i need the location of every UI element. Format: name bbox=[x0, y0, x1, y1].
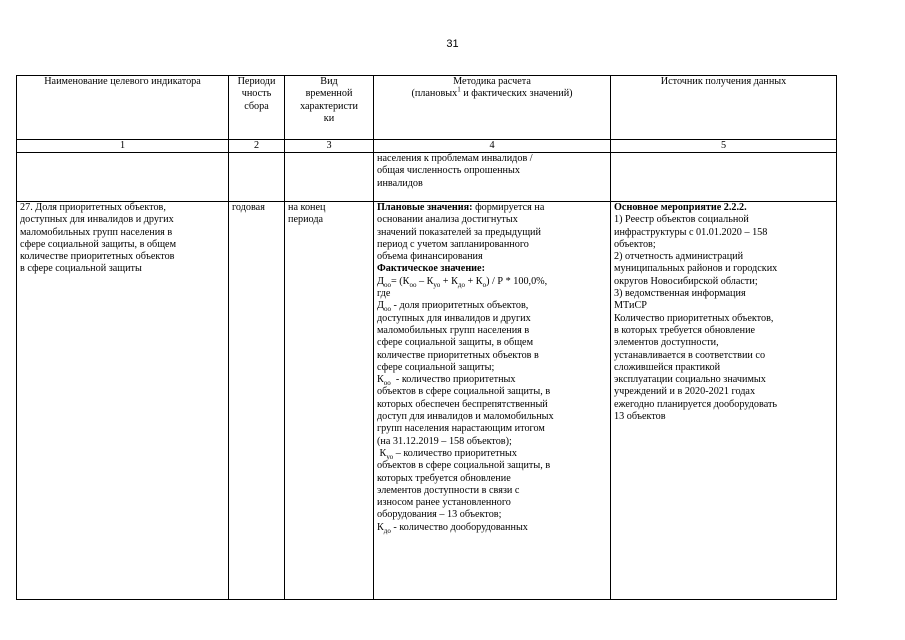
formula-part: ) / Р * 100,0%, bbox=[486, 275, 548, 287]
plan-label: Плановые значения: bbox=[377, 202, 473, 213]
cell-empty bbox=[285, 153, 374, 202]
column-number: 2 bbox=[229, 140, 285, 153]
text-line: оборудования – 13 объектов; bbox=[377, 509, 502, 521]
header-time-line: Вид bbox=[320, 76, 338, 87]
column-number: 5 bbox=[611, 140, 837, 153]
text-line: общая численность опрошенных bbox=[377, 165, 520, 177]
text-line: сфере социальной защиты; bbox=[377, 361, 495, 373]
symbol-subscript: оо bbox=[383, 379, 391, 388]
text-line: элементов доступности, bbox=[614, 337, 719, 349]
text-line: где bbox=[377, 288, 391, 300]
formula-subscript: до bbox=[457, 280, 465, 289]
formula-subscript: уо bbox=[433, 280, 441, 289]
text-line: количестве приоритетных объектов bbox=[20, 251, 175, 263]
symbol: Д bbox=[377, 300, 384, 312]
text-line: доступ для инвалидов и маломобильных bbox=[377, 411, 554, 423]
column-number: 1 bbox=[17, 140, 229, 153]
text-line: 3) ведомственная информация bbox=[614, 288, 746, 300]
text-line: периода bbox=[288, 214, 324, 226]
definition-koo bbox=[377, 374, 607, 386]
formula-part: + К bbox=[440, 275, 458, 287]
text-line: устанавливается в соответствии со bbox=[614, 349, 766, 361]
text-line: доступных для инвалидов и других bbox=[20, 214, 174, 226]
formula-subscript: оо bbox=[409, 280, 417, 289]
page-number: 31 bbox=[446, 38, 459, 50]
text-line: доля приоритетных объектов, bbox=[399, 300, 529, 312]
formula-subscript: оо bbox=[383, 280, 391, 289]
header-method-plan: (плановых bbox=[411, 88, 458, 100]
symbol: К bbox=[377, 521, 384, 533]
text-line: элементов доступности в связи с bbox=[377, 484, 520, 496]
dash: - bbox=[390, 300, 400, 312]
table-header-row bbox=[17, 76, 837, 140]
column-number: 3 bbox=[285, 140, 374, 153]
header-time-characteristic bbox=[285, 76, 374, 140]
header-time-line: ки bbox=[323, 112, 335, 124]
text-line: - количество дооборудованных bbox=[390, 521, 528, 533]
text-line: 2) отчетность администраций bbox=[614, 251, 744, 263]
text-line: объектов в сфере социальной защиты, в bbox=[377, 386, 551, 398]
text-line: - количество приоритетных bbox=[390, 374, 516, 386]
definition-kdo bbox=[377, 522, 607, 534]
method-cell bbox=[374, 202, 611, 600]
header-indicator-name: Наименование целевого индикатора bbox=[17, 76, 229, 140]
text-line: маломобильных групп населения в bbox=[377, 324, 530, 336]
indicator-name-cell bbox=[17, 202, 229, 600]
text-line: МТиСР bbox=[614, 300, 647, 312]
definition-kuo bbox=[377, 448, 607, 460]
text-line: округов Новосибирской области; bbox=[614, 275, 758, 287]
text-line: период с учетом запланированного bbox=[377, 238, 529, 250]
definition-d bbox=[377, 300, 607, 312]
text-line: в сфере социальной защиты bbox=[20, 263, 142, 275]
indicator-table bbox=[16, 75, 837, 600]
text-line: сфере социальной защиты, в общем bbox=[377, 337, 534, 349]
symbol-subscript: оо bbox=[383, 305, 391, 314]
symbol-subscript: до bbox=[383, 526, 391, 535]
header-method-fact: и фактических значений) bbox=[460, 88, 573, 100]
header-periodicity-line: Периоди bbox=[237, 76, 276, 87]
text-line: групп населения нарастающим итогом bbox=[377, 423, 545, 435]
text-line: сфере социальной защиты, в общем bbox=[20, 238, 177, 250]
text-line: сложившейся практикой bbox=[614, 361, 721, 373]
plan-text: формируется на bbox=[472, 202, 545, 213]
cell-empty bbox=[17, 153, 229, 202]
periodicity-cell: годовая bbox=[229, 202, 285, 600]
text-line: учреждений и в 2020-2021 годах bbox=[614, 386, 756, 398]
formula-part: + К bbox=[464, 275, 483, 287]
header-periodicity-line: чность bbox=[241, 88, 272, 100]
text-line: объектов в сфере социальной защиты, в bbox=[377, 460, 551, 472]
header-periodicity bbox=[229, 76, 285, 140]
text-line: значений показателей за предыдущий bbox=[377, 226, 541, 238]
text-line: объектов; bbox=[614, 238, 656, 250]
text-line: инфраструктуры с 01.01.2020 – 158 bbox=[614, 226, 768, 238]
text-line: количестве приоритетных объектов в bbox=[377, 349, 539, 361]
header-periodicity-line: сбора bbox=[244, 100, 269, 112]
continuation-method-cell bbox=[374, 153, 611, 202]
symbol: К bbox=[377, 447, 387, 459]
text-line: – количество приоритетных bbox=[393, 447, 517, 459]
formula-part: Д bbox=[377, 275, 384, 287]
text-line: ежегодно планируется дооборудовать bbox=[614, 398, 778, 410]
text-line: 27. Доля приоритетных объектов, bbox=[20, 202, 166, 213]
formula-part: – К bbox=[416, 275, 434, 287]
text-line: 13 объектов bbox=[614, 411, 666, 423]
text-line: которых обеспечен беспрепятственный bbox=[377, 398, 548, 410]
formula-part: = (К bbox=[390, 275, 410, 287]
symbol-subscript: уо bbox=[386, 452, 394, 461]
continuation-row bbox=[17, 153, 837, 202]
text-line: Количество приоритетных объектов, bbox=[614, 312, 774, 324]
header-method-line: Методика расчета bbox=[453, 76, 531, 87]
data-source-cell bbox=[611, 202, 837, 600]
text-line: основании анализа достигнутых bbox=[377, 214, 518, 226]
text-line: (на 31.12.2019 – 158 объектов); bbox=[377, 435, 512, 447]
text-line: доступных для инвалидов и других bbox=[377, 312, 531, 324]
formula bbox=[377, 276, 607, 288]
text-line: инвалидов bbox=[377, 177, 423, 189]
symbol: К bbox=[377, 374, 384, 386]
text-line: населения к проблемам инвалидов / bbox=[377, 153, 533, 164]
column-number-row bbox=[17, 140, 837, 153]
footnote-marker: 1 bbox=[457, 85, 461, 94]
fact-label: Фактическое значение: bbox=[377, 263, 485, 275]
header-time-line: временной bbox=[305, 88, 353, 100]
text-line: муниципальных районов и городских bbox=[614, 263, 778, 275]
text-line: эксплуатации социально значимых bbox=[614, 374, 766, 386]
table-row-27 bbox=[17, 202, 837, 600]
formula-subscript: о bbox=[482, 280, 487, 289]
header-data-source: Источник получения данных bbox=[611, 76, 837, 140]
plan-line bbox=[377, 202, 607, 214]
cell-empty bbox=[611, 153, 837, 202]
time-characteristic-cell bbox=[285, 202, 374, 600]
header-method bbox=[374, 76, 611, 140]
text-line: которых требуется обновление bbox=[377, 472, 511, 484]
cell-empty bbox=[229, 153, 285, 202]
text-line: маломобильных групп населения в bbox=[20, 226, 173, 238]
text-line: в которых требуется обновление bbox=[614, 324, 756, 336]
text-line: 1) Реестр объектов социальной bbox=[614, 214, 749, 226]
source-title: Основное мероприятие 2.2.2. bbox=[614, 202, 747, 213]
column-number: 4 bbox=[374, 140, 611, 153]
header-time-line: характеристи bbox=[300, 100, 358, 112]
text-line: объема финансирования bbox=[377, 251, 483, 263]
header-method-line bbox=[377, 85, 607, 100]
text-line: на конец bbox=[288, 202, 326, 213]
text-line: износом ранее установленного bbox=[377, 497, 511, 509]
